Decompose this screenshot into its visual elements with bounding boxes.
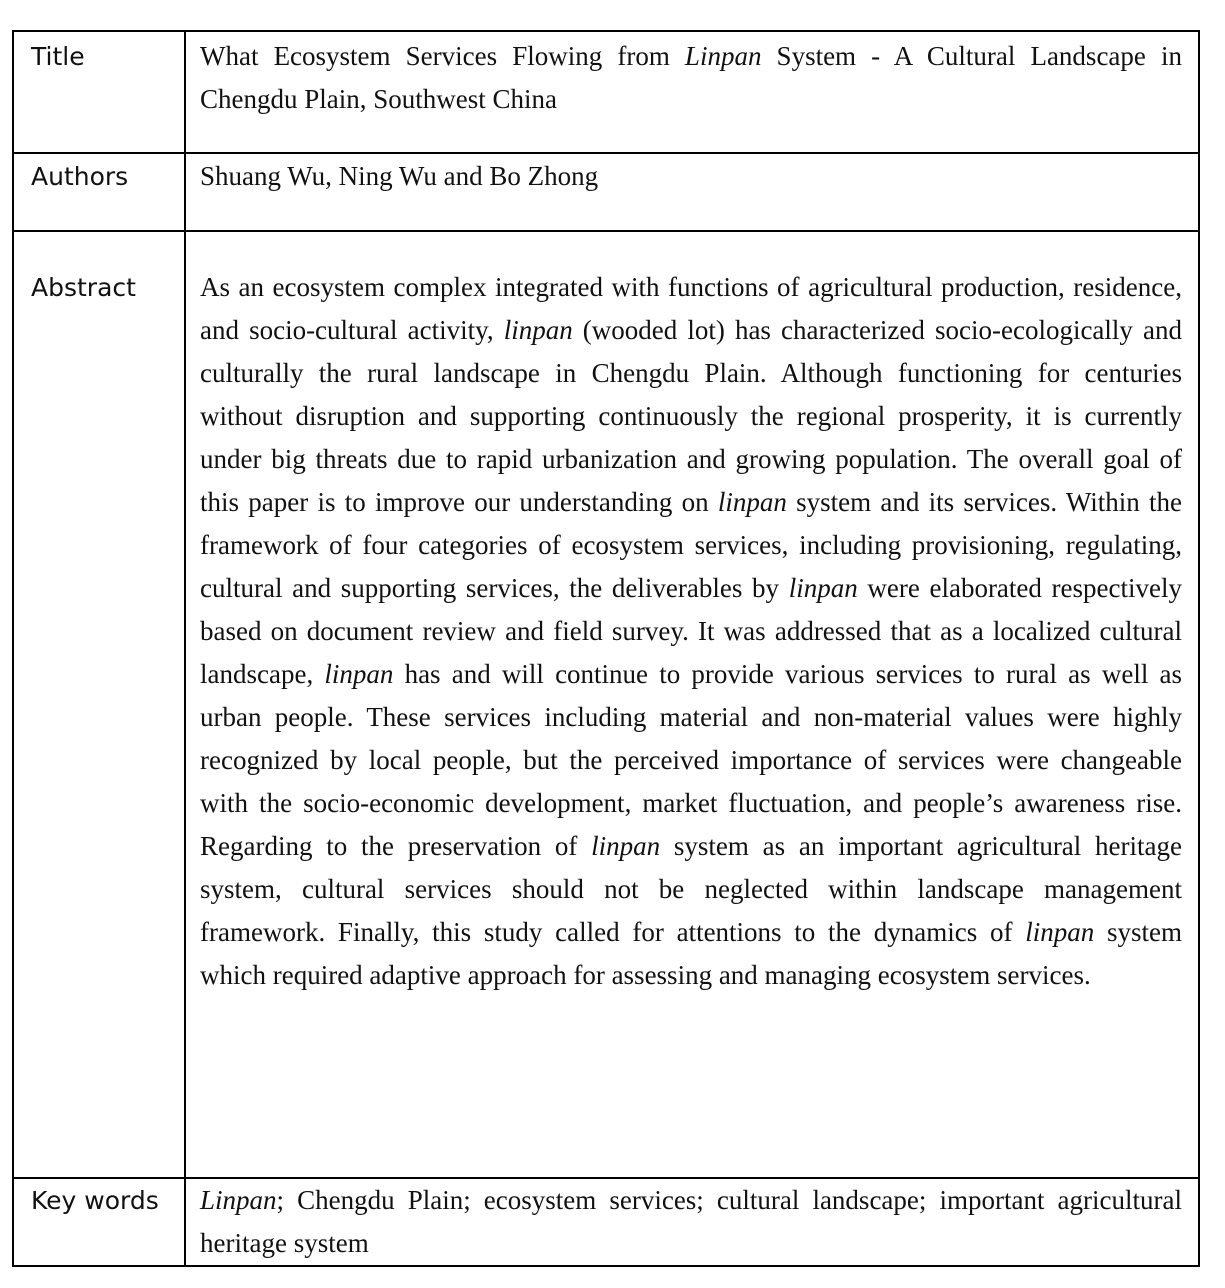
- keywords-label: Key words: [31, 1186, 159, 1215]
- title-row: [13, 31, 1199, 153]
- abstract-text: [186, 232, 1198, 997]
- italic-term: linpan: [591, 831, 661, 861]
- italic-term: linpan: [788, 573, 858, 603]
- italic-term: linpan: [717, 487, 787, 517]
- keywords-label-cell: [13, 1178, 185, 1266]
- paper-title: [186, 32, 1198, 121]
- abstract-label: Abstract: [31, 273, 136, 302]
- text-run: (wooded lot) has characterized socio-ecologically and culturally the rural landscape in Chengdu Plain. Although functioning for centuries without disruption and supporting continuously the regional prosperity, it is currently under big threats due to rapid urbanization and growing population. The overall goal of this paper is to improve our understanding on: [200, 315, 1182, 517]
- text-run: system and its services. Within the framework of four categories of ecosystem services, including provisioning, regulating, cultural and supporting services, the deliverables by: [200, 487, 1183, 603]
- authors-label-cell: [13, 153, 185, 231]
- authors-row: [13, 153, 1199, 231]
- title-label-cell: [13, 31, 185, 153]
- authors-text: Shuang Wu, Ning Wu and Bo Zhong: [200, 161, 599, 191]
- text-run: system as an important agricultural heritage system, cultural services should not be neglected within landscape management framework. Finally, this study called for attentions to the dynamics of: [200, 831, 1182, 947]
- title-value-cell: [185, 31, 1199, 153]
- authors-label: Authors: [31, 162, 129, 191]
- title-label: Title: [31, 42, 85, 71]
- text-run: were elaborated respectively based on document review and field survey. It was addressed that as a localized cultural landscape,: [200, 573, 1182, 689]
- keywords-text: [186, 1179, 1198, 1265]
- abstract-label-cell: [13, 231, 185, 1178]
- italic-term: linpan: [1025, 917, 1095, 947]
- text-run: ; Chengdu Plain; ecosystem services; cultural landscape; important agricultural heritage system: [200, 1185, 1182, 1258]
- text-run: As an ecosystem complex integrated with functions of agricultural production, residence, and socio-cultural activity,: [200, 272, 1182, 345]
- text-run: System - A Cultural Landscape in Chengdu Plain, Southwest China: [200, 41, 1182, 114]
- keywords-row: [13, 1178, 1199, 1266]
- text-run: system which required adaptive approach for assessing and managing ecosystem services.: [200, 917, 1182, 990]
- abstract-value-cell: [185, 231, 1199, 1178]
- italic-term: Linpan: [684, 41, 762, 71]
- italic-term: linpan: [324, 659, 394, 689]
- text-run: What Ecosystem Services Flowing from: [200, 41, 685, 71]
- italic-term: Linpan: [200, 1185, 277, 1215]
- keywords-value-cell: [185, 1178, 1199, 1266]
- authors-value-cell: [185, 153, 1199, 231]
- text-run: has and will continue to provide various services to rural as well as urban people. These services including material and non-material values were highly recognized by local people, but the perceived importance of services were changeable with the socio-economic development, market fluctuation, and people’s awareness rise. Regarding to the preservation of: [200, 659, 1182, 861]
- abstract-row: [13, 231, 1199, 1178]
- paper-info-table: [12, 30, 1200, 1267]
- italic-term: linpan: [503, 315, 573, 345]
